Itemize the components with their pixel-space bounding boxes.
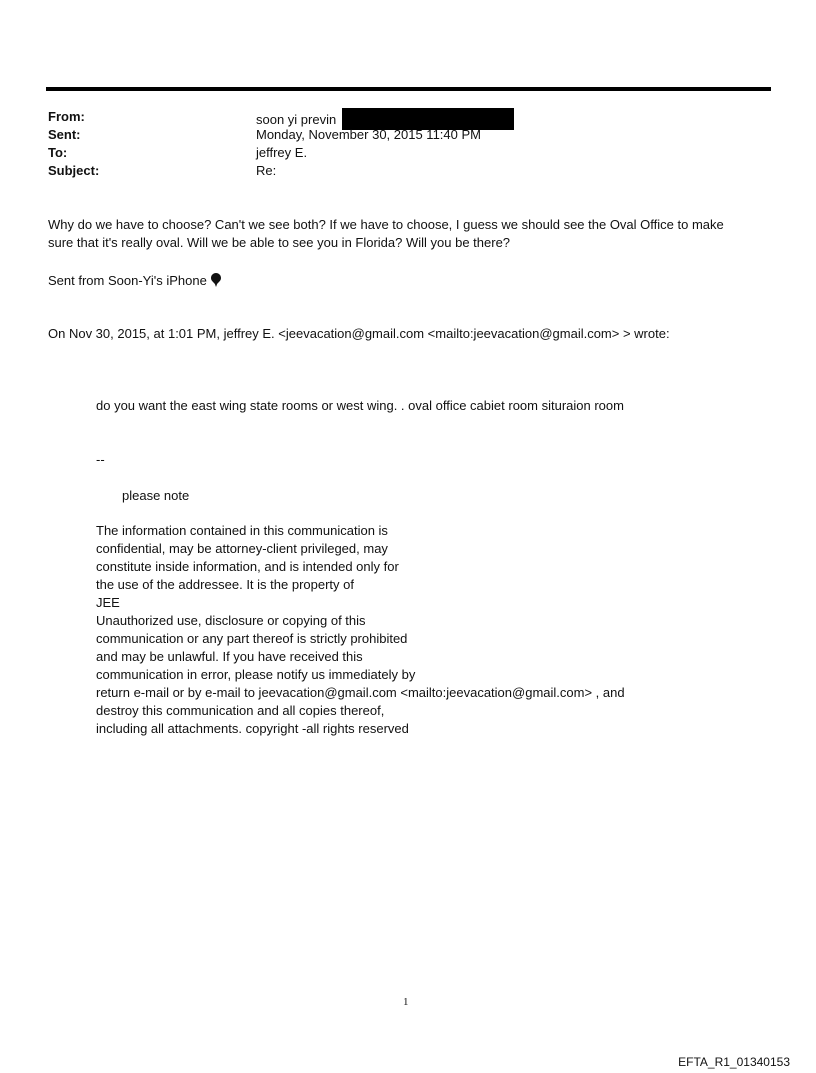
sent-label: Sent: (48, 127, 81, 142)
disclaimer-line: constitute inside information, and is intended only for (96, 559, 399, 574)
disclaimer-line: The information contained in this communication is (96, 523, 388, 538)
disclaimer-line: confidential, may be attorney-client privileged, may (96, 541, 388, 556)
disclaimer-line: communication in error, please notify us immediately by (96, 667, 416, 682)
document-id: EFTA_R1_01340153 (678, 1055, 790, 1069)
disclaimer-line: including all attachments. copyright -all rights reserved (96, 721, 409, 736)
signature (48, 272, 221, 290)
disclaimer-line: communication or any part thereof is strictly prohibited (96, 631, 408, 646)
disclaimer-line: and may be unlawful. If you have received this (96, 649, 363, 664)
signature-separator: -- (96, 452, 105, 467)
disclaimer-block (96, 522, 625, 738)
location-pin-icon (211, 273, 221, 287)
header-divider (46, 87, 771, 91)
page-number: 1 (403, 996, 409, 1008)
from-label: From: (48, 109, 85, 124)
from-name: soon yi previn (256, 112, 337, 127)
disclaimer-line: JEE (96, 595, 120, 610)
disclaimer-line: the use of the addressee. It is the property of (96, 577, 354, 592)
signature-text: Sent from Soon-Yi's iPhone (48, 273, 207, 288)
to-label: To: (48, 145, 68, 160)
disclaimer-line: return e-mail or by e-mail to jeevacation@gmail.com <mailto:jeevacation@gmail.com> , and (96, 685, 625, 700)
disclaimer-line: Unauthorized use, disclosure or copying of this (96, 613, 366, 628)
quote-intro: On Nov 30, 2015, at 1:01 PM, jeffrey E. <jeevacation@gmail.com <mailto:jeevacation@gmail.com> > wrote: (48, 326, 670, 341)
sent-value: Monday, November 30, 2015 11:40 PM (256, 127, 481, 142)
body-line-1: Why do we have to choose? Can't we see both? If we have to choose, I guess we should see the Oval Office to make (48, 217, 724, 232)
disclaimer-line: destroy this communication and all copies thereof, (96, 703, 385, 718)
subject-value: Re: (256, 163, 277, 178)
to-value: jeffrey E. (256, 145, 308, 160)
body-line-2: sure that it's really oval. Will we be able to see you in Florida? Will you be there? (48, 235, 511, 250)
quoted-message: do you want the east wing state rooms or west wing. . oval office cabiet room situraion room (96, 398, 624, 413)
subject-label: Subject: (48, 163, 100, 178)
please-note: please note (122, 488, 190, 503)
